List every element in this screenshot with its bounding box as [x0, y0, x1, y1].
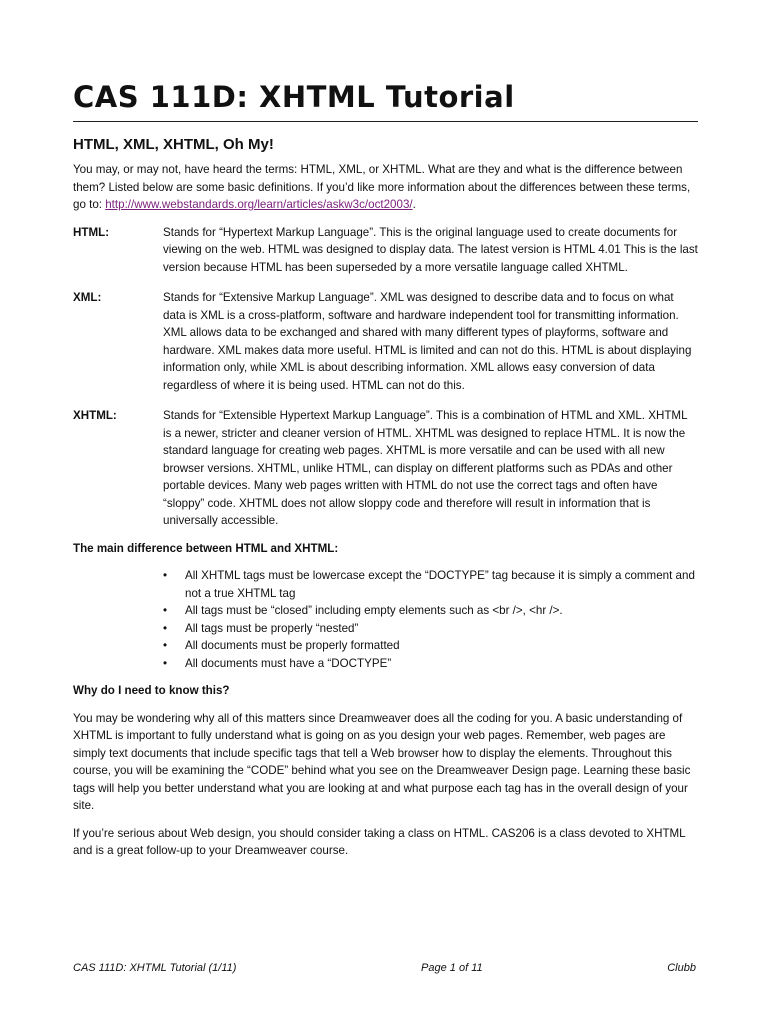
list-item-text: All tags must be “closed” including empty elements such as <br />, <hr />. — [185, 604, 563, 617]
bullet-icon: • — [163, 604, 168, 617]
why-heading: Why do I need to know this? — [73, 684, 230, 697]
list-item — [163, 567, 698, 602]
intro-after: . — [412, 198, 416, 211]
intro-paragraph — [73, 161, 698, 214]
title-rule — [73, 121, 698, 122]
why-paragraph: You may be wondering why all of this matters since Dreamweaver does all the coding for you. A basic understanding of XHTML is important to fully understand what is going on as you design your web pages. Remember, web pages are simply text documents that include specific tags that tell a Web browser how to display the elements. Throughout this course, you will be examining the “CODE” behind what you see on the Dreamweaver Design page. Learning these basic tags will help you better understand what you are looking at and what purpose each tag has in the overall design of your site. — [73, 711, 691, 812]
page-footer — [73, 962, 696, 974]
definition-text: Stands for “Extensible Hypertext Markup Language”. This is a combination of HTML and XML. XHTML is a newer, stricter and cleaner version of HTML. XHTML was designed to replace HTML. It is now the standard language for creating web pages. XHTML is more versatile and can be used with all new browser versions. XHTML, unlike HTML, can display on different platforms such as PDAs and other portable devices. Many web pages written with HTML do not use the correct tags and often have “sloppy” code. XHTML does not allow sloppy code and therefore will result in information that is universally accessible. — [163, 409, 688, 527]
page-title: CAS 111D: XHTML Tutorial — [73, 80, 515, 114]
list-item-text: All tags must be properly “nested” — [185, 621, 359, 635]
list-item-text: All documents must be properly formatted — [185, 639, 400, 652]
definition-text: Stands for “Hypertext Markup Language”. This is the original language used to create documents for viewing on the web. HTML was designed to display data. The latest version is HTML 4.01 This is the last version because HTML has been superseded by a more versatile language called XHTML. — [163, 225, 698, 274]
definition-html — [73, 224, 698, 277]
list-item-text: All documents must have a “DOCTYPE” — [185, 656, 392, 670]
document-page — [73, 72, 698, 870]
webstandards-link[interactable]: http://www.webstandards.org/learn/articles/askw3c/oct2003/ — [105, 198, 413, 211]
definition-term: HTML: — [73, 225, 110, 239]
differences-list — [73, 567, 698, 672]
list-item-text: All XHTML tags must be lowercase except the “DOCTYPE” tag because it is simply a comment and not a true XHTML tag — [185, 569, 695, 600]
footer-document-title: CAS 111D: XHTML Tutorial (1/11) — [73, 962, 237, 974]
list-item — [163, 655, 698, 673]
footer-page-number: Page 1 of 11 — [421, 962, 483, 974]
intro-text: You may, or may not, have heard the terms: HTML, XML, or XHTML. What are they and what is the difference between them? Listed below are some basic definitions. If you’d like more information about the differences between these terms, go to: — [73, 163, 691, 211]
list-item — [163, 620, 698, 638]
bullet-icon: • — [163, 569, 168, 582]
bullet-icon: • — [163, 656, 168, 670]
definition-term: XML: — [73, 291, 102, 304]
list-item — [163, 602, 698, 620]
differences-heading: The main difference between HTML and XHTML: — [73, 541, 339, 555]
bullet-icon: • — [163, 639, 168, 652]
why-paragraph: If you’re serious about Web design, you should consider taking a class on HTML. CAS206 is a class devoted to XHTML and is a great follow-up to your Dreamweaver course. — [73, 826, 686, 857]
list-item — [163, 637, 698, 655]
section-heading: HTML, XML, XHTML, Oh My! — [73, 136, 274, 153]
footer-author: Clubb — [667, 962, 696, 974]
definition-xhtml — [73, 407, 698, 530]
definition-text: Stands for “Extensive Markup Language”. XML was designed to describe data and to focus on what data is XML is a cross-platform, software and hardware independent tool for transmitting information. XML allows data to be exchanged and shared with many different types of playforms, software and hardware. XML makes data more useful. HTML is limited and can not do this. HTML is about displaying information only, while XML is about describing information. XML allows easy conversion of data regardless of where it is being used. HTML can not do this. — [163, 291, 692, 392]
bullet-icon: • — [163, 621, 168, 635]
definition-term: XHTML: — [73, 409, 117, 422]
definition-xml — [73, 289, 698, 394]
